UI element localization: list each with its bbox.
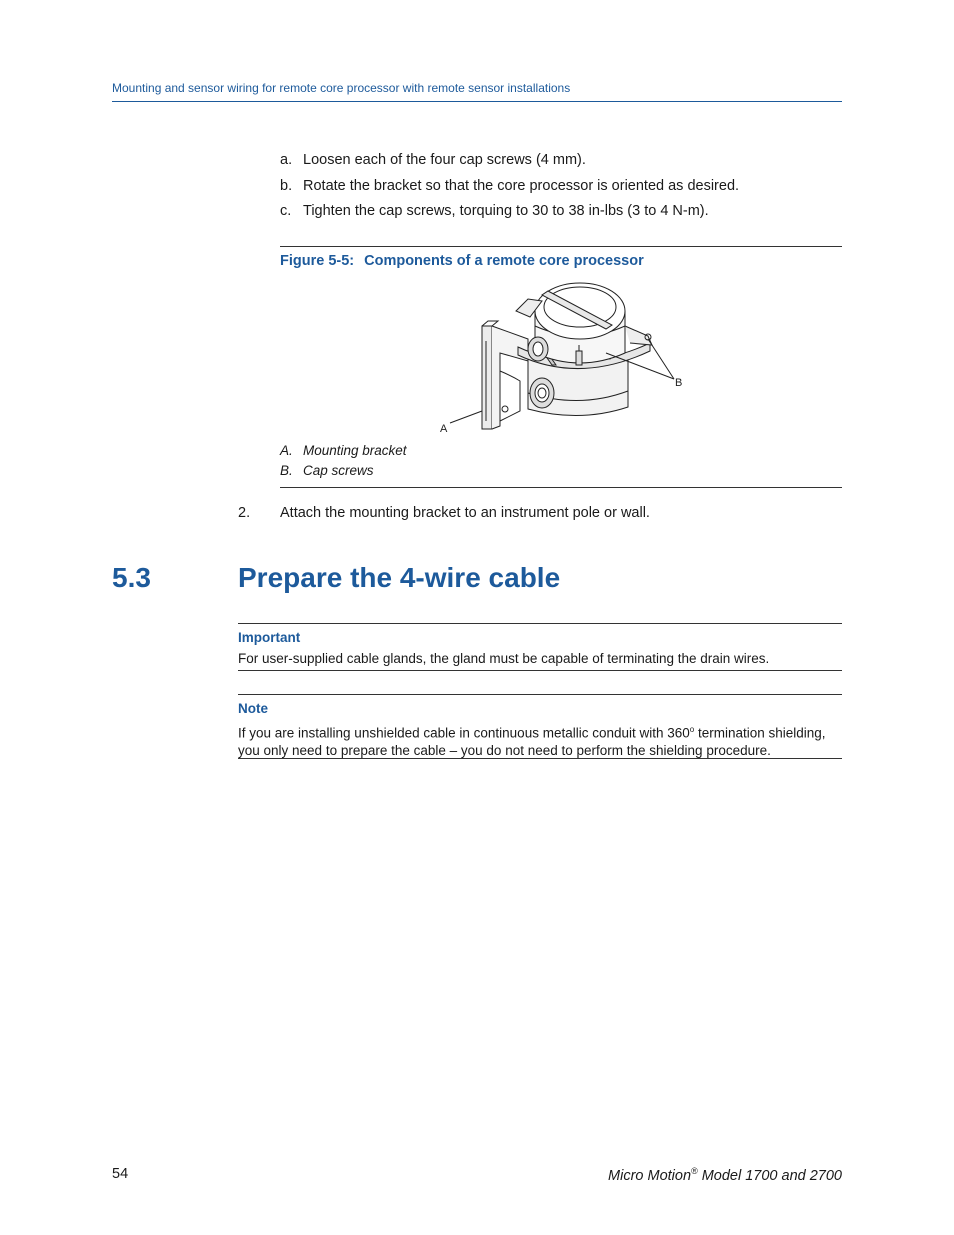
model-name: Model 1700 and 2700 <box>697 1167 842 1184</box>
substep-b <box>280 176 842 202</box>
note-text <box>238 721 842 759</box>
product-name: Micro Motion <box>608 1167 692 1184</box>
important-callout <box>238 623 842 671</box>
running-header: Mounting and sensor wiring for remote core processor with remote sensor installations <box>112 81 842 102</box>
note-text-after: termination shielding, you only need to prepare the cable – you do not need to perform the shielding procedure. <box>238 725 826 758</box>
substep-text: Rotate the bracket so that the core processor is oriented as desired. <box>303 177 740 194</box>
step-number: 2. <box>238 505 251 521</box>
substep-text: Loosen each of the four cap screws (4 mm). <box>303 152 586 168</box>
section-number: 5.3 <box>112 562 151 593</box>
legend-text: Cap screws <box>303 463 374 478</box>
note-title: Note <box>238 701 268 716</box>
section-title: Prepare the 4-wire cable <box>238 562 561 593</box>
core-processor-illustration <box>430 281 700 439</box>
substep-text: Tighten the cap screws, torquing to 30 to 38 in-lbs (3 to 4 N-m). <box>303 203 709 219</box>
callout-b: B <box>675 377 683 389</box>
figure-legend <box>280 441 407 481</box>
note-callout <box>238 694 842 759</box>
callout-a: A <box>440 423 448 435</box>
important-title: Important <box>238 630 301 645</box>
figure-number: Figure 5-5: <box>280 253 355 269</box>
substep-a <box>280 150 842 176</box>
document-title <box>608 1166 842 1184</box>
step-2 <box>238 505 650 521</box>
substep-letter: c. <box>280 203 292 219</box>
legend-letter: A. <box>280 443 293 458</box>
legend-item-b <box>280 461 407 481</box>
substep-c <box>280 201 842 227</box>
substep-letter: a. <box>280 152 293 168</box>
substep-list <box>280 150 842 227</box>
trademark-symbol: ® <box>691 1166 698 1176</box>
leader-a <box>450 411 482 423</box>
degree-superscript: o <box>689 725 695 734</box>
figure-caption <box>280 253 644 269</box>
page-number: 54 <box>112 1166 129 1182</box>
legend-letter: B. <box>280 463 293 478</box>
leader-b-1 <box>648 339 674 379</box>
legend-item-a <box>280 441 407 461</box>
mounting-bracket-drawing <box>482 326 492 429</box>
step-text: Attach the mounting bracket to an instrument pole or wall. <box>280 505 650 521</box>
section-heading <box>112 562 560 594</box>
substep-letter: b. <box>280 177 293 194</box>
figure-title: Components of a remote core processor <box>364 253 644 269</box>
figure-5-5 <box>280 246 842 488</box>
important-text: For user-supplied cable glands, the gland must be capable of terminating the drain wires. <box>238 651 770 666</box>
note-text-before: If you are installing unshielded cable in continuous metallic conduit with 360 <box>238 725 690 741</box>
legend-text: Mounting bracket <box>303 443 407 458</box>
